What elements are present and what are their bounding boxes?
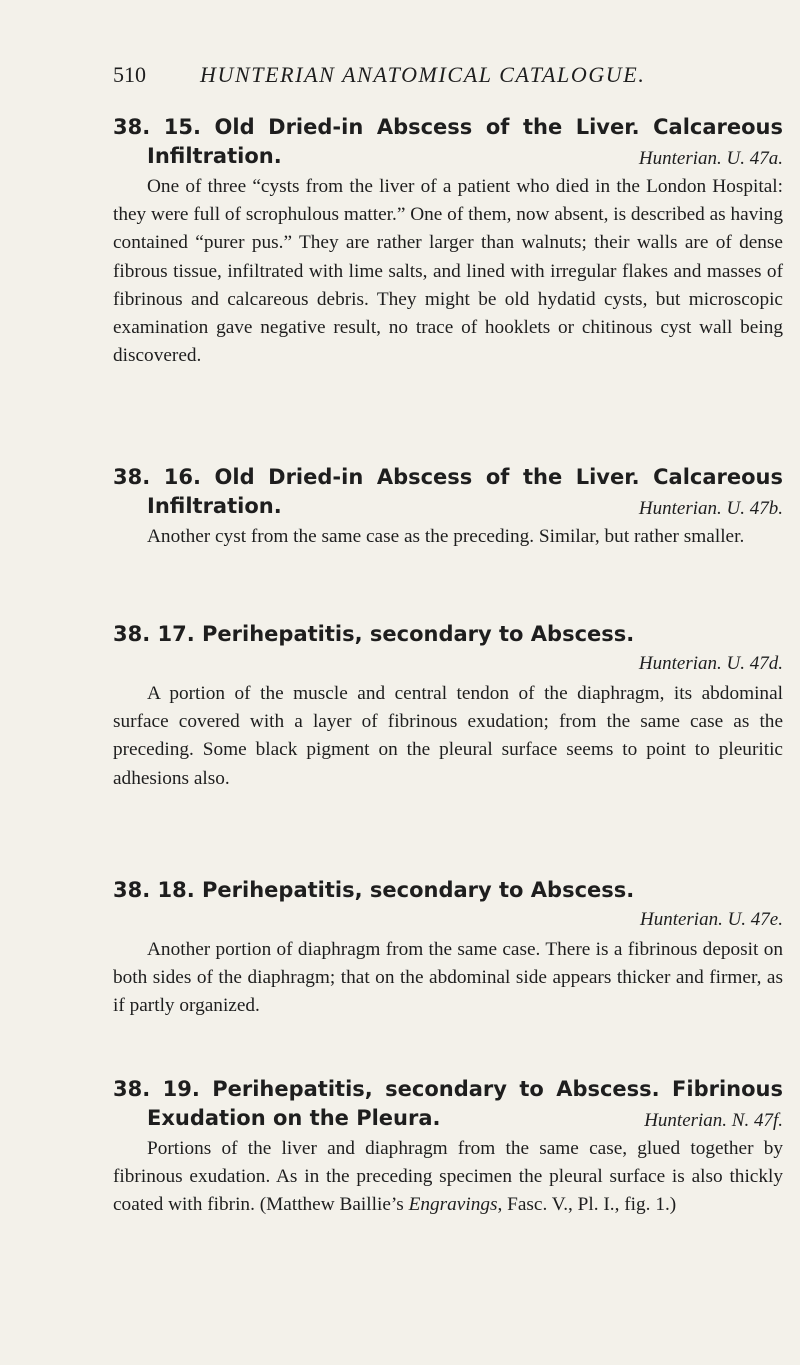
specimen-reference: Hunterian. U. 47a. [638, 148, 783, 169]
entry-number: 38. 18. [113, 878, 195, 902]
entry-title-continued: Infiltration. [147, 144, 282, 168]
entry-description: Another portion of diaphragm from the same case. There is a fibrinous deposit on both sides of the diaphragm; that on the abdominal side appears thicker and firmer, as if partly organized. [113, 939, 783, 1017]
page-number: 510 [113, 62, 146, 87]
entry-description: One of three “cysts from the liver of a patient who died in the London Hospital: they were full of scrophulous matter.” One of them, now absent, is described as having contained “purer pus.” They are rather larger than walnuts; their walls are of dense fibrous tissue, infiltrated with lime salts, and lined with irregular flakes and masses of fibrinous and calcareous debris. They might be old hydatid cysts, but microscopic examination gave negative result, no trace of hooklets or chitinous cyst wall being discovered. [113, 176, 783, 367]
entry-number: 38. 17. [113, 622, 195, 646]
entry-title: Old Dried-in Abscess of the Liver. Calcareous [214, 115, 784, 139]
entry-description: Another cyst from the same case as the preceding. Similar, but rather smaller. [147, 526, 745, 547]
entry-title-continued: Infiltration. [147, 494, 282, 518]
entry-description: A portion of the muscle and central tendon of the diaphragm, its abdominal surface covered with a layer of fibrinous exudation; from the same case as the preceding. Some black pigment on the pleural surface seems to point to pleuritic adhesions also. [113, 683, 783, 789]
catalogue-entry [113, 620, 783, 793]
specimen-reference: Hunterian. U. 47b. [638, 498, 783, 519]
specimen-reference: Hunterian. N. 47f. [644, 1110, 783, 1131]
entry-title: Perihepatitis, secondary to Abscess. Fibrinous [212, 1077, 783, 1101]
running-title: HUNTERIAN ANATOMICAL CATALOGUE. [200, 62, 646, 87]
catalogue-entry [113, 113, 783, 370]
citation-details: , Fasc. V., Pl. I., fig. 1.) [497, 1194, 677, 1216]
entry-number: 38. 16. [113, 465, 201, 489]
entry-title: Perihepatitis, secondary to Abscess. [202, 622, 635, 646]
entry-number: 38. 19. [113, 1077, 200, 1101]
entry-heading [113, 1075, 783, 1104]
entry-heading-continued [113, 492, 783, 521]
entry-heading [113, 620, 783, 649]
running-head [113, 62, 713, 92]
entry-heading [113, 113, 783, 142]
description-text: Portions of the liver and diaphragm from the same case, glued together by fibrinous exudation. As in the preceding specimen the pleural surface is also thickly coated with fibrin. (Matthew Baillie’s [113, 1138, 783, 1216]
entry-heading-continued [113, 1104, 783, 1133]
entry-title: Perihepatitis, secondary to Abscess. [202, 878, 635, 902]
specimen-reference: Hunterian. U. 47e. [639, 909, 783, 930]
entry-number: 38. 15. [113, 115, 201, 139]
catalogue-entry [113, 1075, 783, 1220]
entry-title: Old Dried-in Abscess of the Liver. Calcareous [214, 465, 784, 489]
entry-description [113, 1135, 783, 1220]
entry-title-continued: Exudation on the Pleura. [147, 1106, 441, 1130]
cited-work-title: Engravings [408, 1194, 498, 1216]
specimen-reference: Hunterian. U. 47d. [638, 653, 783, 674]
entry-heading [113, 876, 783, 905]
catalogue-entry [113, 876, 783, 1021]
entry-heading-continued [113, 142, 783, 171]
catalogue-entry [113, 463, 783, 551]
entry-heading [113, 463, 783, 492]
